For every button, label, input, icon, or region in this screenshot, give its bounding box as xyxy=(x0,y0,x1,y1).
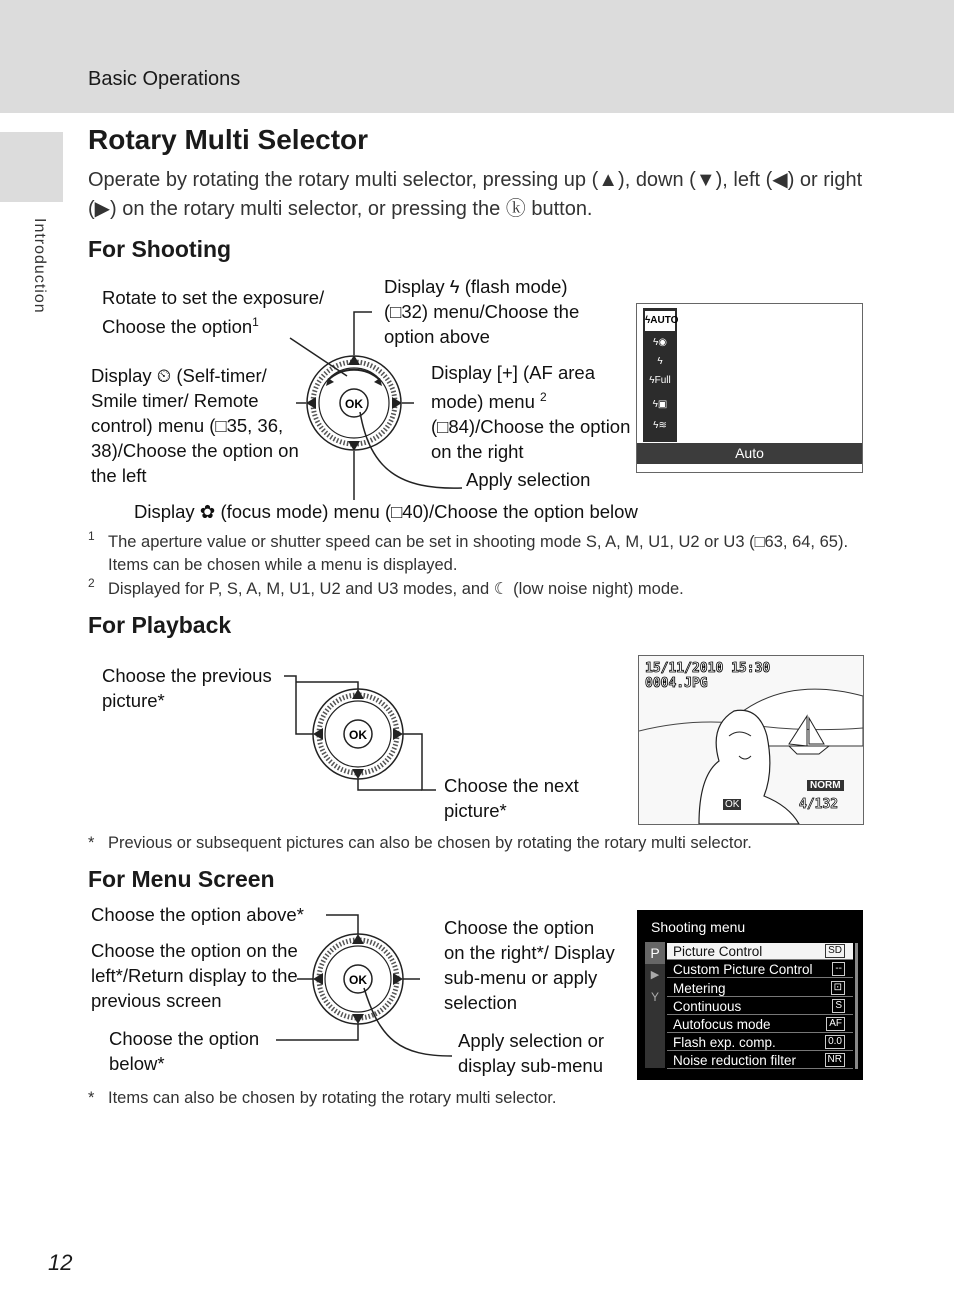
heading-menu: For Menu Screen xyxy=(88,866,275,892)
menu-item-label: Flash exp. comp. xyxy=(673,1035,776,1050)
heading-shooting: For Shooting xyxy=(88,236,232,262)
flash-option-off: ϟ xyxy=(657,356,663,367)
menu-item-label: Custom Picture Control xyxy=(673,962,813,977)
heading-playback: For Playback xyxy=(88,612,232,638)
rotary-selector-menu xyxy=(313,934,403,1024)
image-counter: 4/132 xyxy=(799,797,839,812)
ok-icon: OK xyxy=(725,799,740,810)
flash-option-full: ϟFull xyxy=(649,375,671,386)
intro-text: Operate by rotating the rotary multi selector, pressing up (▲), down (▼), left (◀) or right (▶) on the rotary multi selector, or pressing the ⓚ button. xyxy=(88,169,863,220)
selftimer-label: Display ⏲ (Self-timer/ Smile timer/ Remote control) menu (□35, 36, 38)/Choose the option on the left xyxy=(91,365,299,486)
previous-picture-label: Choose the previous picture* xyxy=(102,665,272,711)
next-picture-label: Choose the next picture* xyxy=(444,775,579,821)
playback-filename: 0004.JPG xyxy=(645,676,708,691)
playback-tab-icon: ▶ xyxy=(650,969,660,981)
playback-datetime: 15/11/2010 15:30 xyxy=(645,661,771,676)
footnote-1: 1 The aperture value or shutter speed can be set in shooting mode S, A, M, U1, U2 or U3 (□63, 64, 65). Items can be chosen while a menu is displayed. xyxy=(88,529,849,574)
shooting-tab-icon: P xyxy=(645,942,665,964)
option-below-label: Choose the option below* xyxy=(109,1028,260,1074)
image-quality-badge: NORM xyxy=(807,780,844,791)
menu-item-icon: SD xyxy=(825,944,845,958)
page-title: Rotary Multi Selector xyxy=(88,124,369,155)
option-above-label: Choose the option above* xyxy=(91,904,304,925)
option-left-label: Choose the option on the left*/Return display to the previous screen xyxy=(91,940,298,1011)
menu-item-icon: -- xyxy=(832,962,845,976)
section-header: Basic Operations xyxy=(88,68,241,90)
menu-item[interactable] xyxy=(667,998,853,1015)
menu-item[interactable] xyxy=(667,1016,853,1033)
menu-item[interactable] xyxy=(667,961,853,978)
page-number: 12 xyxy=(48,1250,73,1275)
menu-scrollbar[interactable] xyxy=(855,943,858,1069)
af-area-label: Display [+] (AF area mode) menu $^2$ (□84)/Choose the option on the right xyxy=(431,362,631,463)
menu-tabs xyxy=(645,942,665,1068)
menu-item-label: Metering xyxy=(673,981,726,996)
playback-footnote: * Previous or subsequent pictures can also be chosen by rotating the rotary multi selector. xyxy=(88,834,752,852)
menu-item-label: Picture Control xyxy=(673,944,763,959)
flash-option-redeye: ϟ◉ xyxy=(652,337,668,348)
footnote-2: 2 Displayed for P, S, A, M, U1, U2 and U3 modes, and ☾ (low noise night) mode. xyxy=(88,576,684,598)
focus-label: Display ✿ (focus mode) menu (□40)/Choose the option below xyxy=(134,501,638,522)
menu-screen-title: Shooting menu xyxy=(651,919,746,935)
svg-text:OK: OK xyxy=(345,397,363,411)
menu-footnote: * Items can also be chosen by rotating the rotary multi selector. xyxy=(88,1089,557,1107)
menu-item[interactable] xyxy=(667,1052,853,1069)
flash-label: Display ϟ (flash mode) (□32) menu/Choose the option above xyxy=(384,276,580,347)
rotate-label: Rotate to set the exposure/ Choose the option$^1$ xyxy=(102,287,325,338)
menu-item-label: Continuous xyxy=(673,999,742,1014)
svg-text:OK: OK xyxy=(349,728,367,742)
option-right-label: Choose the option on the right*/ Display sub-menu or apply selection xyxy=(444,917,615,1013)
shooting-menu-screen xyxy=(637,910,863,1080)
flash-selected-label: Auto xyxy=(637,443,862,464)
menu-item[interactable] xyxy=(667,943,853,960)
menu-item-icon: NR xyxy=(825,1053,845,1067)
side-tab-label: Introduction xyxy=(31,218,48,314)
menu-item[interactable] xyxy=(667,1034,853,1051)
setup-tab-icon: Y xyxy=(650,990,659,1004)
menu-item-icon: AF xyxy=(826,1017,845,1031)
menu-item-label: Noise reduction filter xyxy=(673,1053,797,1068)
flash-option-auto: ϟAUTO xyxy=(645,311,675,331)
menu-apply-label: Apply selection or display sub-menu xyxy=(458,1030,605,1076)
menu-item[interactable] xyxy=(667,980,853,997)
svg-text:OK: OK xyxy=(349,973,367,987)
flash-option-slow: ϟ▣ xyxy=(652,399,668,410)
apply-selection-label: Apply selection xyxy=(466,469,591,490)
flash-option-rear: ϟ≋ xyxy=(653,420,667,431)
menu-item-icon: S xyxy=(832,999,845,1013)
menu-item-label: Autofocus mode xyxy=(673,1017,771,1032)
menu-item-icon: 0.0 xyxy=(825,1035,845,1049)
menu-item-icon: ⊡ xyxy=(831,981,845,995)
